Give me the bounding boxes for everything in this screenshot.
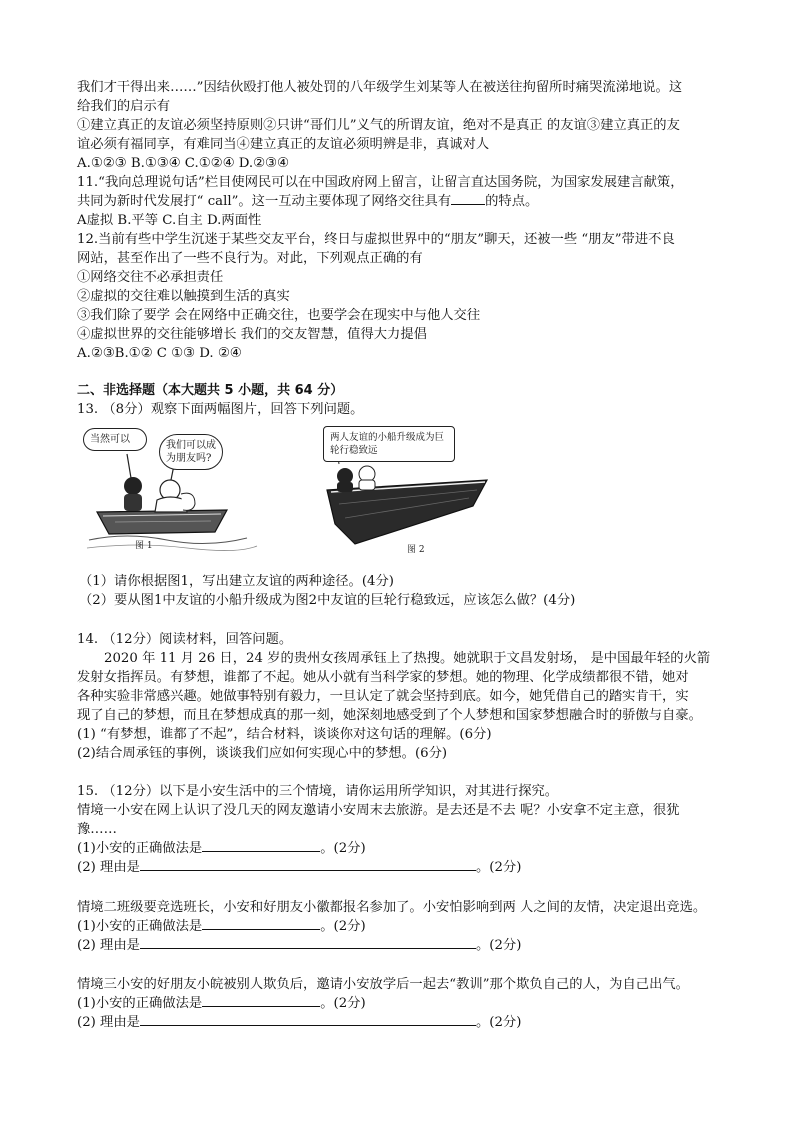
- q12-item4: ④虚拟世界的交往能够增长 我们的交友智慧，值得大力提倡: [77, 327, 427, 342]
- q15-s2-q2-label: (2) 理由是: [77, 938, 140, 953]
- q11-options: A虚拟 B.平等 C.自主 D.两面性: [77, 213, 262, 228]
- q12-line2: 网站，甚至作出了一些不良行为。对此，下列观点正确的有: [77, 251, 423, 266]
- q14-sub1: (1) “有梦想，谁都了不起”，结合材料，谈谈你对这句话的理解。(6分): [77, 727, 492, 742]
- q14-para1: 2020 年 11 月 26 日，24 岁的贵州女孩周承钰上了热搜。她就职于文昌发射场， 是中国最年轻的火箭: [104, 651, 711, 666]
- q15-s1-answer-blank[interactable]: [202, 839, 320, 852]
- q15-s3-reason-blank[interactable]: [140, 1013, 476, 1026]
- q12-options: A.②③B.①② C ①③ D. ②④: [77, 346, 242, 361]
- q10-line3: ①建立真正的友谊必须坚持原则②只讲“哥们儿”义气的所谓友谊，绝对不是真正 的友谊③建立真正的友: [77, 118, 680, 133]
- q14-stem: 14. （12分）阅读材料，回答问题。: [77, 632, 293, 647]
- q15-scene3-q2: [77, 1013, 521, 1032]
- q15-s1-q1-label: (1)小安的正确做法是: [77, 841, 203, 856]
- fig1-bubble-a: 当然可以: [83, 428, 147, 451]
- q10-line4: 谊必须有福同享，有难同当④建立真正的友谊必须明辨是非，真诚对人: [77, 137, 490, 152]
- q15-s3-q2-points: 。(2分): [475, 1015, 522, 1030]
- q13-sub1: （1）请你根据图1，写出建立友谊的两种途径。(4分): [79, 574, 394, 589]
- q15-s2-q1-points: 。(2分): [320, 919, 366, 934]
- q15-scene3-line1: 情境三小安的好朋友小皖被别人欺负后，邀请小安放学后一起去“教训”那个欺负自己的人，为自己出气。: [77, 977, 689, 992]
- q12-line1: 12.当前有些中学生沉迷于某些交友平台，终日与虚拟世界中的“朋友”聊天，还被一些 “朋友”带进不良: [77, 232, 675, 247]
- q15-s2-reason-blank[interactable]: [140, 936, 476, 949]
- q15-scene1-q1: [77, 839, 366, 858]
- q10-line2: 给我们的启示有: [77, 99, 171, 114]
- q12-item1: ①网络交往不必承担责任: [77, 270, 224, 285]
- q15-stem: 15. （12分）以下是小安生活中的三个情境，请你运用所学知识，对其进行探究。: [77, 784, 559, 799]
- fig2-caption: 图 2: [407, 545, 425, 555]
- q15-scene3-q1: [77, 994, 366, 1013]
- q14-para4: 现了自己的梦想，而且在梦想成真的那一刻，她深刻地感受到了个人梦想和国家梦想融合时的骄傲与自豪。: [77, 708, 702, 723]
- q15-scene2-q1: [77, 917, 366, 936]
- q10-line1: 我们才干得出来……”因结伙殴打他人被处罚的八年级学生刘某等人在被送往拘留所时痛哭流涕地说。这: [77, 80, 683, 95]
- q14-para2: 发射女指挥员。有梦想，谁都了不起。她从小就有当科学家的梦想。她的物理、化学成绩都很不错，她对: [77, 670, 689, 685]
- q15-s2-answer-blank[interactable]: [202, 917, 320, 930]
- q15-s1-reason-blank[interactable]: [140, 858, 476, 871]
- q11-line1: 11.“我向总理说句话”栏目使网民可以在中国政府网上留言，让留言直达国务院，为国家发展建言献策，: [77, 175, 684, 190]
- q15-s3-q1-label: (1)小安的正确做法是: [77, 996, 203, 1011]
- fig1-bubble-b: 我们可以成为朋友吗?: [159, 434, 223, 470]
- q14-sub2: (2)结合周承钰的事例，谈谈我们应如何实现心中的梦想。(6分): [77, 746, 448, 761]
- q15-scene1-line1: 情境一小安在网上认识了没几天的网友邀请小安周末去旅游。是去还是不去 呢？小安拿不定主意，很犹: [77, 803, 680, 818]
- fig2-bubble: 两人友谊的小船升级成为巨轮行稳致远: [323, 426, 455, 462]
- q12-item2: ②虚拟的交往难以触摸到生活的真实: [77, 289, 290, 304]
- q15-scene1-line2: 豫……: [77, 822, 117, 837]
- q15-scene2-line1: 情境二班级要竞选班长，小安和好朋友小徽都报名参加了。小安怕影响到两 人之间的友情，决定退出竞选。: [77, 900, 707, 915]
- q14-para3: 各种实验非常感兴趣。她做事特别有毅力，一旦认定了就会坚持到底。如今，她凭借自己的踏实肯干，实: [77, 689, 689, 704]
- q13-sub2: （2）要从图1中友谊的小船升级成为图2中友谊的巨轮行稳致远，应该怎么做？(4分): [79, 593, 576, 608]
- q13-stem: 13. （8分）观察下面两幅图片，回答下列问题。: [77, 402, 364, 417]
- q15-s3-q2-label: (2) 理由是: [77, 1015, 140, 1030]
- q11-line2-end: 的特点。: [485, 194, 539, 209]
- q15-scene2-q2: [77, 936, 521, 955]
- q15-scene1-q2: [77, 858, 521, 877]
- q15-s1-q2-points: 。(2分): [475, 860, 522, 875]
- q15-s2-q2-points: 。(2分): [475, 938, 522, 953]
- q13-figures: [77, 424, 497, 560]
- q15-s1-q1-points: 。(2分): [320, 841, 366, 856]
- q11-answer-blank[interactable]: [451, 192, 485, 205]
- q15-s3-q1-points: 。(2分): [320, 996, 366, 1011]
- section-heading: 二、非选择题（本大题共 5 小题，共 64 分）: [77, 383, 344, 398]
- q15-s3-answer-blank[interactable]: [202, 994, 320, 1007]
- q12-item3: ③我们除了要学 会在网络中正确交往，也要学会在现实中与他人交往: [77, 308, 481, 323]
- q15-s2-q1-label: (1)小安的正确做法是: [77, 919, 203, 934]
- fig1-caption: 图 1: [135, 541, 153, 551]
- q10-options: A.①②③ B.①③④ C.①②④ D.②③④: [77, 156, 289, 171]
- q11-line2: [77, 192, 538, 211]
- q15-s1-q2-label: (2) 理由是: [77, 860, 140, 875]
- q11-line2-text: 共同为新时代发展打“ call”。这一互动主要体现了网络交往具有: [77, 194, 452, 209]
